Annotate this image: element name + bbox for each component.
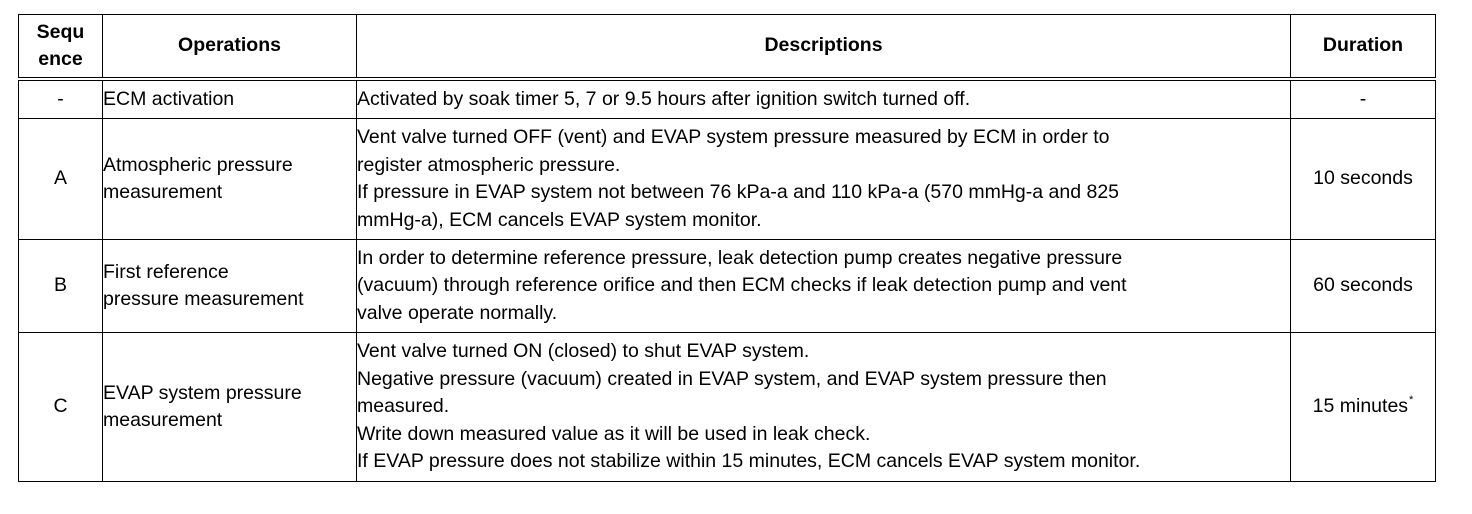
duration-cell: - (1291, 79, 1436, 119)
header-sequence (19, 15, 103, 80)
table-row (19, 79, 1436, 119)
header-duration: Duration (1291, 15, 1436, 80)
description-line: valve operate normally. (357, 301, 558, 324)
table-row (19, 240, 1436, 333)
description-line: (vacuum) through reference orifice and then ECM checks if leak detection pump and vent (357, 274, 1127, 297)
description-line: measured. (357, 395, 450, 418)
header-sequence-line2: ence (38, 48, 83, 70)
sequence-cell: A (19, 119, 103, 240)
description-cell (357, 240, 1291, 333)
table-row (19, 119, 1436, 240)
operation-cell (103, 333, 357, 482)
operation-cell (103, 79, 357, 119)
description-line: Activated by soak timer 5, 7 or 9.5 hours after ignition switch turned off. (357, 87, 971, 110)
operation-cell (103, 240, 357, 333)
description-line: Negative pressure (vacuum) created in EVAP system, and EVAP system pressure then (357, 367, 1107, 390)
header-descriptions: Descriptions (357, 15, 1291, 80)
description-line: Write down measured value as it will be used in leak check. (357, 422, 871, 445)
operation-line: measurement (103, 409, 223, 431)
sequence-cell: - (19, 79, 103, 119)
header-sequence-line1: Sequ (36, 20, 85, 43)
sequence-cell: B (19, 240, 103, 333)
sequence-cell: C (19, 333, 103, 482)
table-header-row (19, 15, 1436, 80)
table-row (19, 333, 1436, 482)
duration-value: 15 minutes (1312, 395, 1409, 418)
operation-line: measurement (103, 181, 223, 203)
description-line: register atmospheric pressure. (357, 153, 621, 176)
description-line: Vent valve turned ON (closed) to shut EVAP system. (357, 340, 810, 363)
description-cell (357, 119, 1291, 240)
duration-footnote-mark: * (1409, 394, 1414, 407)
operation-cell (103, 119, 357, 240)
duration-cell: 60 seconds (1291, 240, 1436, 333)
operation-line: First reference (103, 260, 229, 283)
description-line: If EVAP pressure does not stabilize within 15 minutes, ECM cancels EVAP system monitor. (357, 450, 1141, 473)
operation-line: EVAP system pressure (103, 381, 302, 404)
description-line: mmHg-a), ECM cancels EVAP system monitor. (357, 208, 762, 231)
description-cell (357, 79, 1291, 119)
description-line: In order to determine reference pressure, leak detection pump creates negative pressure (357, 246, 1123, 269)
duration-cell: 10 seconds (1291, 119, 1436, 240)
operation-line: pressure measurement (103, 288, 304, 310)
duration-cell (1291, 333, 1436, 482)
description-cell (357, 333, 1291, 482)
description-line: Vent valve turned OFF (vent) and EVAP system pressure measured by ECM in order to (357, 126, 1110, 148)
operation-line: Atmospheric pressure (103, 153, 293, 176)
operations-table (18, 14, 1436, 482)
operation-line: ECM activation (103, 87, 235, 110)
description-line: If pressure in EVAP system not between 76 kPa-a and 110 kPa-a (570 mmHg-a and 825 (357, 181, 1120, 203)
header-operations: Operations (103, 15, 357, 80)
